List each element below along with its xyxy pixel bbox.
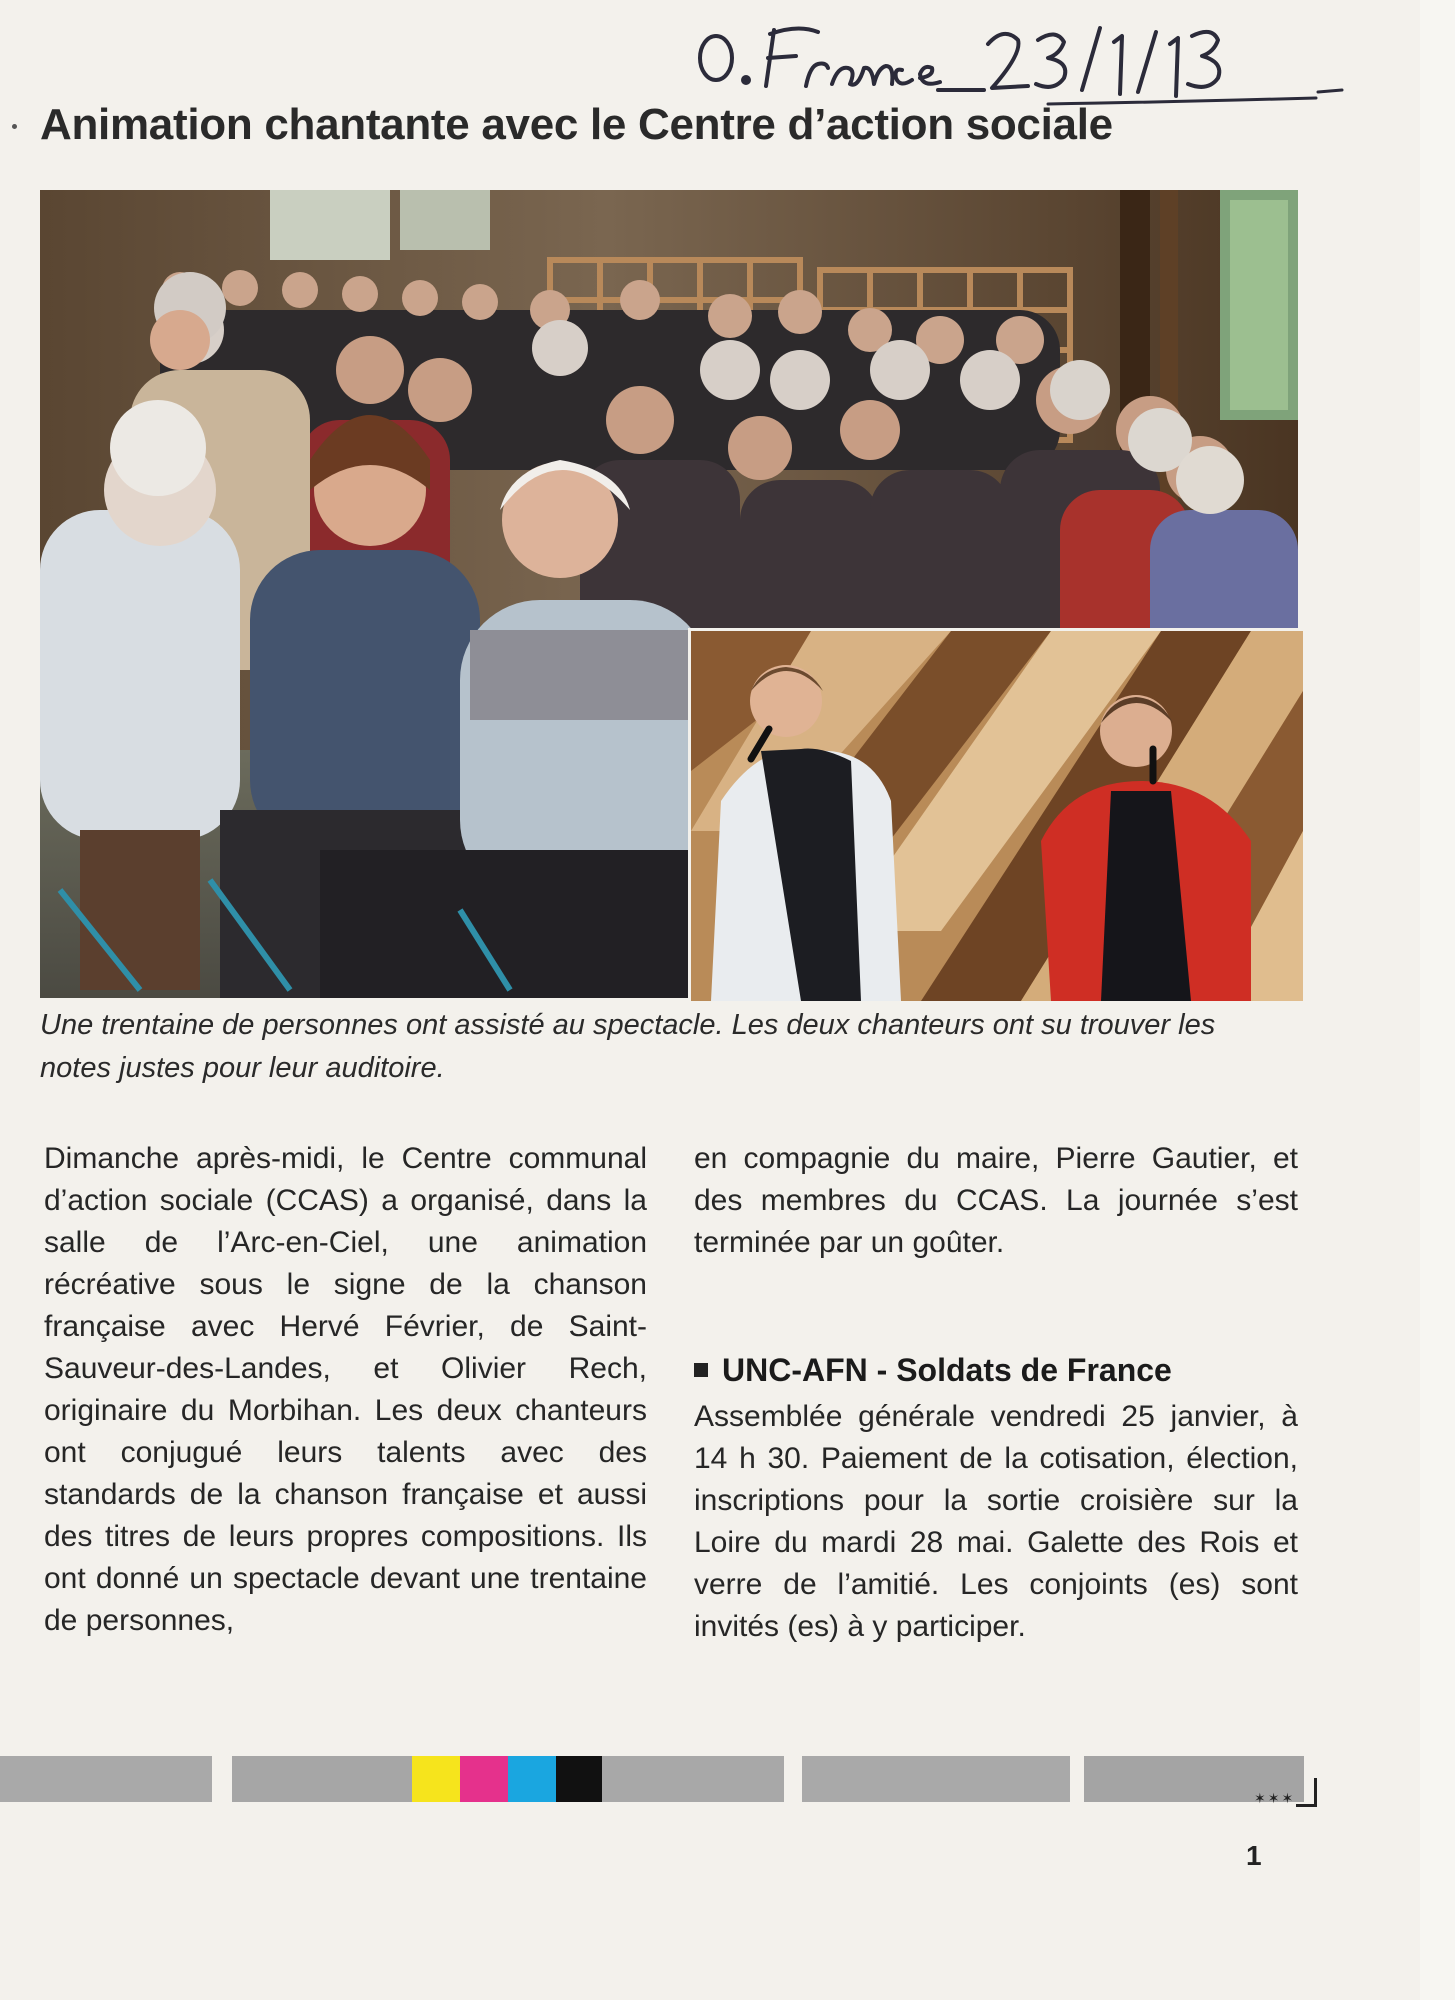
grey-swatch	[602, 1756, 784, 1802]
article-headline: Animation chantante avec le Centre d’action sociale	[40, 100, 1113, 149]
brief-body: Assemblée générale vendredi 25 janvier, à 14 h 30. Paiement de la cotisation, élection, inscriptions pour la sortie croisière sur la Loire du mardi 28 mai. Galette des Rois et verre de l’amitié. Les conjoints (es) sont invités (es) à y participer.	[694, 1400, 1298, 1643]
brief-title-text: UNC-AFN - Soldats de France	[722, 1352, 1172, 1388]
article-body-left-column: Dimanche après-midi, le Centre communal d’action sociale (CCAS) a organisé, dans la salle de l’Arc-en-Ciel, une animation récréative sous le signe de la chanson française avec Hervé Février, de Saint-Sauveur-des-Landes, et Olivier Rech, originaire du Morbihan. Les deux chanteurs ont conjugué leurs talents avec des standards de la chanson française et aussi des titres de leurs propres compositions. Ils ont donné un spectacle devant une trentaine de personnes,	[44, 1142, 647, 1637]
print-color-bar	[0, 1756, 1310, 1802]
yellow-swatch	[412, 1756, 460, 1802]
scan-edge	[1420, 0, 1455, 2000]
photo-caption: Une trentaine de personnes ont assisté au spectacle. Les deux chanteurs ont su trouver les notes justes pour leur auditoire.	[40, 1009, 1216, 1084]
black-swatch	[556, 1756, 602, 1802]
grey-swatch	[232, 1756, 412, 1802]
singers-photo	[688, 628, 1303, 1001]
grey-swatch	[802, 1756, 1070, 1802]
crop-mark	[1296, 1778, 1317, 1807]
grey-swatch	[0, 1756, 212, 1802]
square-bullet-icon	[694, 1363, 708, 1377]
headline-bullet	[12, 124, 17, 129]
brief-title	[694, 1352, 1172, 1389]
magenta-swatch	[460, 1756, 508, 1802]
article-body-right-column: en compagnie du maire, Pierre Gautier, et des membres du CCAS. La journée s’est terminée par un goûter.	[694, 1142, 1298, 1259]
stars-mark: ✶✶✶	[1254, 1790, 1296, 1806]
cyan-swatch	[508, 1756, 556, 1802]
page-number: 1	[1246, 1840, 1262, 1871]
